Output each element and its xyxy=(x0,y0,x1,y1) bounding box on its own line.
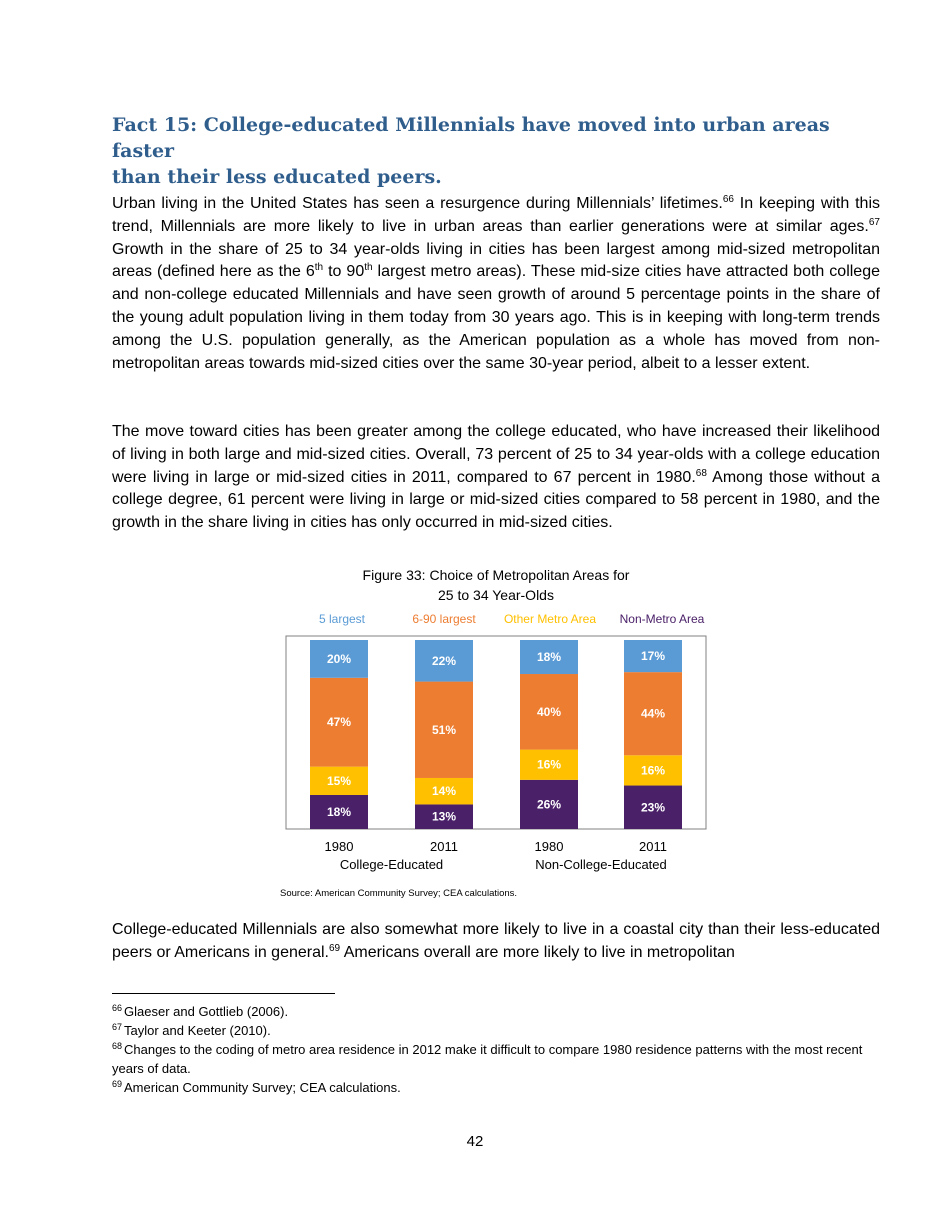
footnote-text: Changes to the coding of metro area residence in 2012 make it difficult to compare 1980 residence patterns with the most recent years of data. xyxy=(112,1042,863,1076)
footnote-divider xyxy=(112,993,335,994)
data-label: 13% xyxy=(431,809,457,824)
data-label: 44% xyxy=(640,706,666,721)
paragraph-3-text-b: Americans overall are more likely to live in metropolitan xyxy=(340,943,735,961)
data-label: 16% xyxy=(640,763,666,778)
data-label: 47% xyxy=(326,715,352,730)
data-label: 17% xyxy=(640,649,666,664)
footnote-66 xyxy=(112,1002,880,1021)
footnote-text: American Community Survey; CEA calculations. xyxy=(124,1080,401,1095)
data-label: 16% xyxy=(536,757,562,772)
x-tick-label: 2011 xyxy=(430,839,458,854)
footnote-68 xyxy=(112,1040,880,1078)
data-label: 26% xyxy=(536,797,562,812)
footnote-number: 67 xyxy=(112,1022,123,1032)
page-number: 42 xyxy=(466,1133,484,1150)
paragraph-1-text-d: to 90 xyxy=(323,263,365,281)
footnote-text: Glaeser and Gottlieb (2006). xyxy=(124,1004,289,1019)
paragraph-2 xyxy=(112,421,880,535)
data-label: 51% xyxy=(431,722,457,737)
data-label: 15% xyxy=(326,773,352,788)
legend-entry: Other Metro Area xyxy=(503,612,597,626)
x-tick-label: 1980 xyxy=(324,839,354,854)
x-group-label: College-Educated xyxy=(339,857,444,872)
footnote-text: Taylor and Keeter (2010). xyxy=(124,1023,271,1038)
chart-title-line-2: 25 to 34 Year-Olds xyxy=(438,587,554,603)
x-group-label: Non-College-Educated xyxy=(535,857,667,872)
legend-entry: 5 largest xyxy=(318,612,366,626)
data-label: 40% xyxy=(536,704,562,719)
heading-line-2: than their less educated peers. xyxy=(112,166,442,188)
figure-33-chart xyxy=(270,560,730,905)
data-label: 22% xyxy=(431,653,457,668)
ordinal-suffix: th xyxy=(364,262,373,274)
paragraph-1-text-a: Urban living in the United States has seen a resurgence during Millennials’ lifetimes. xyxy=(112,195,723,212)
paragraph-1-text-e: largest metro areas). These mid-size cities have attracted both college and non-college educated Millennials and have seen growth of around 5 percentage points in the share of the young adult population living in them today from 30 years ago. This is in keeping with long-term trends among the U.S. population generally, as the American population as a whole has moved from non-metropolitan areas towards mid-sized cities over the same 30-year period, albeit to a lesser extent. xyxy=(112,263,881,372)
paragraph-1 xyxy=(112,193,880,375)
footnote-69 xyxy=(112,1078,880,1097)
footnote-ref-68: 68 xyxy=(695,467,707,479)
stacked-bar-chart xyxy=(270,560,730,905)
paragraph-1-text-b: In keeping with this trend, Millennials are more likely to live in urban areas than earlier generations were at similar ages. xyxy=(112,195,880,235)
paragraph-3-text-a: College-educated Millennials are also somewhat more likely to live in a coastal city than their less-educated peers or Americans in general. xyxy=(112,921,880,961)
paragraph-2-text-b: Among those without a college degree, 61 percent were living in large or mid-sized cities compared to 58 percent in 1980, and the growth in the share living in cities has only occurred in mid-sized cities. xyxy=(112,468,881,532)
data-label: 20% xyxy=(326,651,352,666)
paragraph-1-text-c: Growth in the share of 25 to 34 year-olds living in cities has been largest among mid-sized metropolitan areas (defined here as the 6 xyxy=(112,240,880,281)
chart-source: Source: American Community Survey; CEA calculations. xyxy=(280,888,518,899)
paragraph-3 xyxy=(112,919,880,965)
footnote-number: 66 xyxy=(112,1003,123,1013)
chart-title-line-1: Figure 33: Choice of Metropolitan Areas for xyxy=(362,567,630,583)
legend-entry: 6-90 largest xyxy=(412,612,476,626)
data-label: 14% xyxy=(431,784,457,799)
footnote-ref-66: 66 xyxy=(722,194,734,205)
footnote-ref-67: 67 xyxy=(868,216,880,228)
ordinal-suffix: th xyxy=(314,262,324,274)
data-label: 23% xyxy=(640,800,666,815)
footnote-number: 68 xyxy=(112,1041,123,1051)
footnote-ref-69: 69 xyxy=(329,942,341,954)
footnotes xyxy=(112,1002,880,1097)
heading-line-1: Fact 15: College-educated Millennials have moved into urban areas faster xyxy=(112,114,830,162)
data-label: 18% xyxy=(326,804,352,819)
paragraph-2-text-a: The move toward cities has been greater among the college educated, who have increased their likelihood of living in both large and mid-sized cities. Overall, 73 percent of 25 to 34 year-olds with a college education were living in large or mid-sized cities in 2011, compared to 67 percent in 1980. xyxy=(112,423,880,486)
legend-entry: Non-Metro Area xyxy=(619,612,705,626)
footnote-67 xyxy=(112,1021,880,1040)
data-label: 18% xyxy=(536,650,562,665)
x-tick-label: 2011 xyxy=(639,839,667,854)
x-tick-label: 1980 xyxy=(534,839,564,854)
section-heading xyxy=(112,112,872,190)
footnote-number: 69 xyxy=(112,1079,123,1089)
